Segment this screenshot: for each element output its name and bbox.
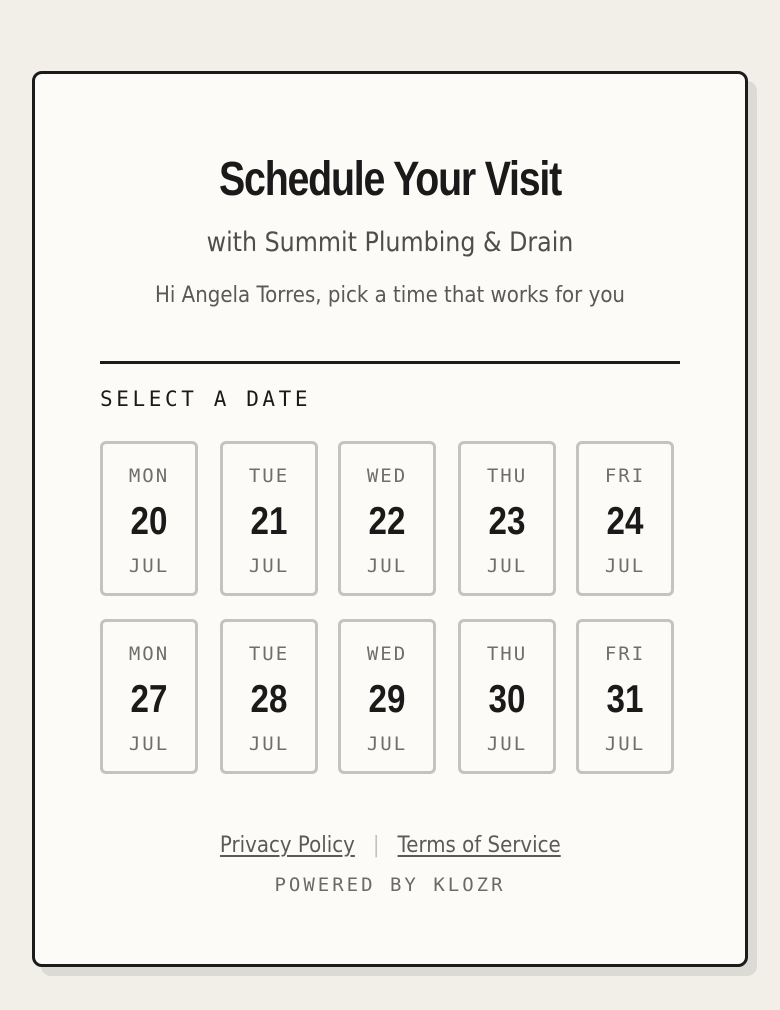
date-option[interactable] — [220, 619, 318, 774]
date-month: JUL — [486, 555, 528, 577]
date-month: JUL — [366, 733, 408, 755]
date-day: 22 — [368, 500, 406, 543]
greeting-text: Hi Angela Torres, pick a time that works for you — [155, 283, 625, 308]
date-day: 29 — [368, 678, 406, 721]
date-day: 20 — [130, 500, 168, 543]
date-day: 23 — [488, 500, 526, 543]
scheduling-card — [32, 71, 748, 967]
business-subtitle: with Summit Plumbing & Drain — [206, 227, 574, 258]
date-weekday: FRI — [604, 465, 646, 487]
date-day: 30 — [488, 678, 526, 721]
page-title: Schedule Your Visit — [219, 153, 561, 206]
date-weekday: WED — [366, 465, 408, 487]
terms-of-service-link[interactable]: Terms of Service — [397, 833, 561, 858]
date-weekday: TUE — [248, 643, 290, 665]
date-weekday: TUE — [248, 465, 290, 487]
date-option[interactable] — [338, 619, 436, 774]
select-date-label: SELECT A DATE — [100, 387, 312, 411]
date-option[interactable] — [100, 619, 198, 774]
date-option[interactable] — [100, 441, 198, 596]
date-day: 27 — [130, 678, 168, 721]
date-option[interactable] — [220, 441, 318, 596]
footer-links — [35, 833, 745, 858]
date-weekday: FRI — [604, 643, 646, 665]
date-option[interactable] — [458, 441, 556, 596]
header-divider — [100, 361, 680, 364]
date-day: 28 — [250, 678, 288, 721]
date-month: JUL — [248, 555, 290, 577]
privacy-policy-link[interactable]: Privacy Policy — [219, 833, 355, 858]
date-option[interactable] — [338, 441, 436, 596]
date-weekday: THU — [486, 643, 528, 665]
date-day: 31 — [606, 678, 644, 721]
date-day: 21 — [250, 500, 288, 543]
date-day: 24 — [606, 500, 644, 543]
date-option[interactable] — [576, 619, 674, 774]
footer-separator: | — [372, 833, 380, 858]
date-option[interactable] — [576, 441, 674, 596]
date-weekday: THU — [486, 465, 528, 487]
powered-by-text: POWERED BY KLOZR — [274, 874, 506, 896]
date-option[interactable] — [458, 619, 556, 774]
date-month: JUL — [128, 555, 170, 577]
date-month: JUL — [486, 733, 528, 755]
date-month: JUL — [366, 555, 408, 577]
date-month: JUL — [128, 733, 170, 755]
date-month: JUL — [248, 733, 290, 755]
date-weekday: MON — [128, 643, 170, 665]
date-month: JUL — [604, 733, 646, 755]
date-weekday: WED — [366, 643, 408, 665]
date-weekday: MON — [128, 465, 170, 487]
date-month: JUL — [604, 555, 646, 577]
